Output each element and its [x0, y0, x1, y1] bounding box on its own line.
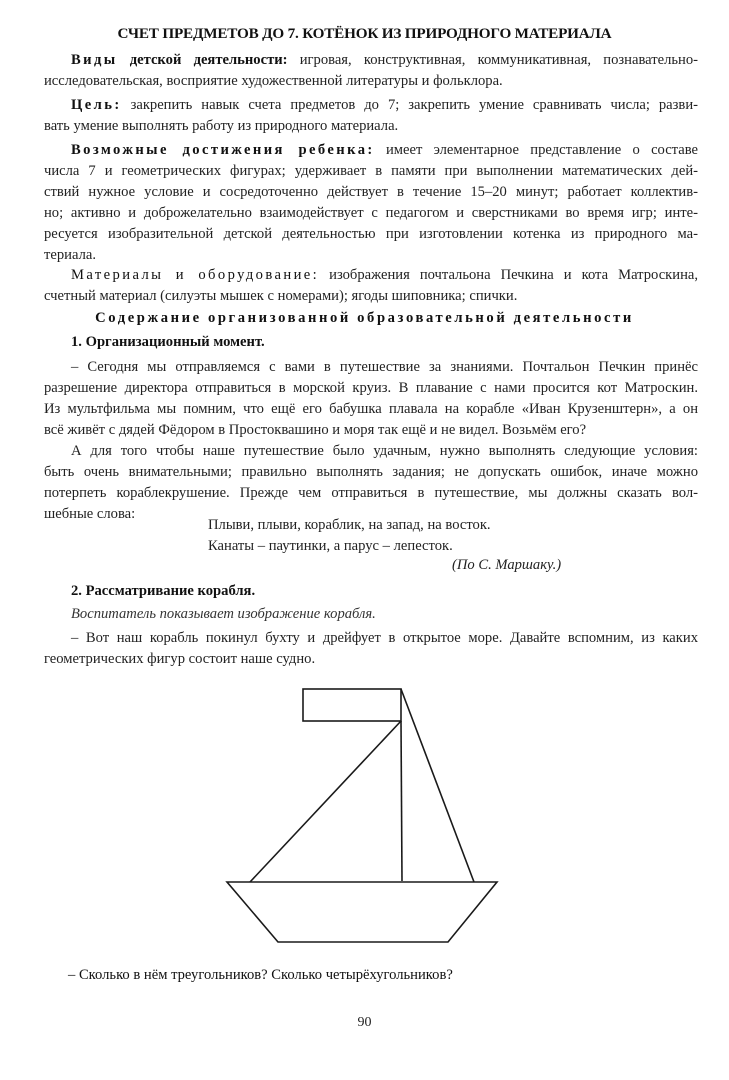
achievements-line-4: но; активно и доброжелательно взаимодействует с педагогом и сверстниками во время игр; инте- [44, 205, 698, 221]
s2-p-line-1: – Вот наш корабль покинул бухту и дрейфует в открытое море. Давайте вспомним, из каких [71, 630, 698, 646]
ship-drawing [220, 680, 510, 950]
activities-text: игровая, конструктивная, коммуникативная, познавательно- [287, 52, 698, 68]
s1-p1-line-1: – Сегодня мы отправляемся с вами в путешествие за знаниями. Почтальон Печкин принёс [71, 359, 698, 375]
page-title: СЧЕТ ПРЕДМЕТОВ ДО 7. КОТЁНОК ИЗ ПРИРОДНОГО МАТЕРИАЛА [117, 25, 612, 42]
goal-label: Цель: [71, 97, 122, 113]
activities-line-2: исследовательская, восприятие художественной литературы и фольклора. [44, 73, 503, 89]
mast-line [401, 721, 402, 881]
materials-label: Материалы и оборудование: [71, 267, 320, 283]
s1-p2-line-4: шебные слова: [44, 506, 136, 522]
achievements-line-2: числа 7 и геометрических фигурах; удерживает в памяти при выполнении математических дей- [44, 163, 698, 179]
poem-line-1: Плыви, плыви, кораблик, на запад, на восток. [208, 517, 491, 533]
hull-trapezoid [227, 882, 497, 942]
s1-p1-line-4: всё живёт с дядей Фёдором в Простоквашино и моря так ещё и не видел. Возьмём его? [44, 422, 587, 438]
right-sail-edge [401, 689, 474, 882]
s1-p2-line-1: А для того чтобы наше путешествие было удачным, нужно выполнять следующие условия: [71, 443, 698, 459]
left-sail-edge [250, 721, 401, 882]
activities-line-1 [71, 50, 698, 70]
achievements-line-5: ресуется изобразительной детской деятельностью при изготовлении котенка из природного ма- [44, 226, 698, 242]
materials-text: изображения почтальона Печкина и кота Матроскина, [319, 267, 699, 283]
achievements-text: имеет элементарное представление о составе [374, 142, 699, 158]
poem-line-2: Канаты – паутинки, а парус – лепесток. [208, 538, 453, 554]
section-2-heading: 2. Рассматривание корабля. [71, 583, 256, 599]
goal-line-2: вать умение выполнять работу из природного материала. [44, 118, 399, 134]
achievements-label: Возможные достижения ребенка: [71, 142, 375, 158]
achievements-line-1 [71, 140, 698, 160]
s1-p1-line-3: Из мультфильма мы помним, что ещё его бабушка плавала на корабле «Иван Крузенштерн», а он [44, 401, 698, 417]
materials-line-1 [71, 265, 698, 285]
materials-line-2: счетный материал (силуэты мышек с номерами); ягоды шиповника; спички. [44, 288, 518, 304]
s1-p2-line-2: быть очень внимательными; правильно выполнять задания; не допускать ошибок, иначе можно [44, 464, 698, 480]
teacher-instruction: Воспитатель показывает изображение корабля. [71, 606, 376, 622]
achievements-line-3: ствий нужное условие и сосредоточенно действует в течение 15–20 минут; работает коллектив- [44, 184, 698, 200]
goal-text: закрепить навык счета предметов до 7; закрепить умение сравнивать числа; разви- [121, 97, 698, 113]
poem-attribution: (По С. Маршаку.) [452, 557, 562, 573]
s1-p1-line-2: разрешение директора отправиться в морской круиз. В плавание с нами просится кот Матроскин. [44, 380, 698, 396]
activities-label: Виды [71, 52, 118, 68]
s1-p2-line-3: потерпеть кораблекрушение. Прежде чем отправиться в путешествие, мы должны сказать вол- [44, 485, 698, 501]
activities-label-rest: детской деятельности: [129, 52, 288, 68]
content-heading: Содержание организованной образовательной деятельности [95, 310, 634, 326]
question-line: – Сколько в нём треугольников? Сколько четырёхугольников? [68, 967, 453, 983]
section-1-heading: 1. Организационный момент. [71, 334, 265, 350]
achievements-line-6: териала. [44, 247, 96, 263]
goal-line-1 [71, 95, 698, 115]
page-number: 90 [357, 1015, 372, 1030]
s2-p-line-2: геометрических фигур состоит наше судно. [44, 651, 316, 667]
flag-rectangle [303, 689, 401, 721]
